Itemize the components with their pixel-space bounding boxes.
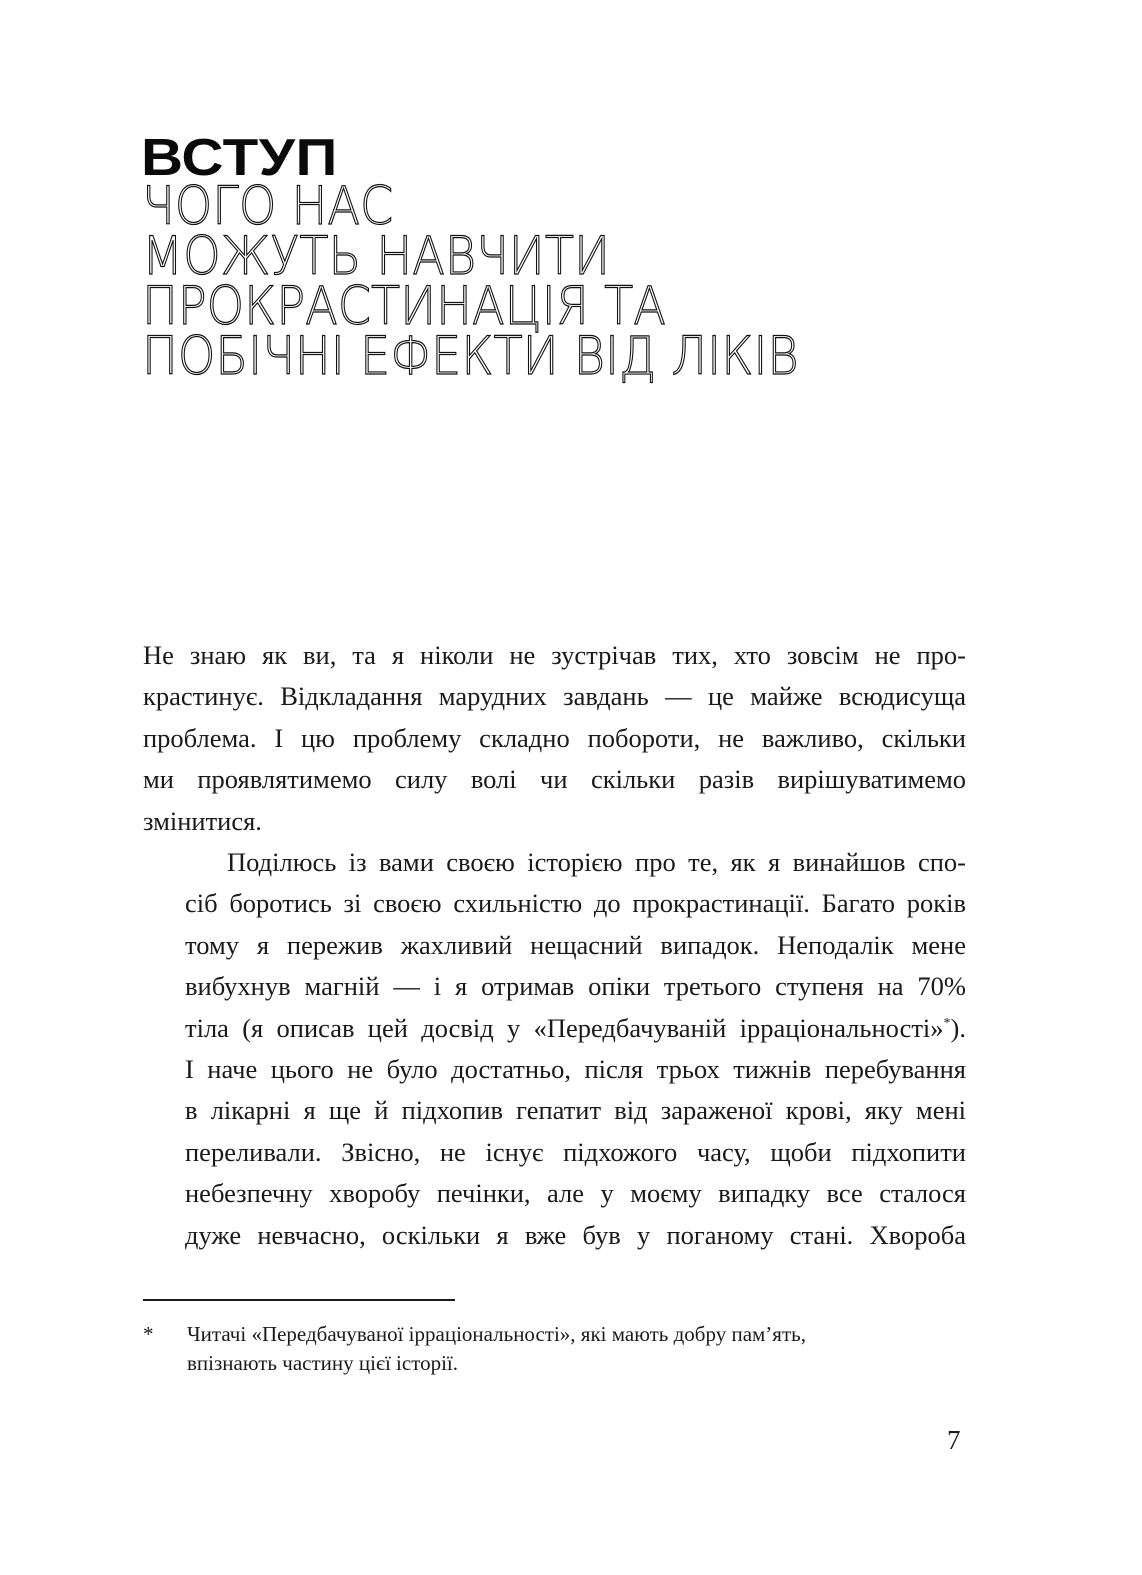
text-line: вибухнув магній — і я отримав опіки третього ступеня на 70% — [185, 971, 966, 1002]
paragraph-2 — [143, 842, 966, 1256]
text-line-with-footnote — [143, 1008, 966, 1049]
page-number: 7 — [947, 1425, 961, 1455]
footnote-divider — [143, 1299, 455, 1301]
text-line: змінитися. — [143, 805, 262, 836]
text-line: в лікарні я ще й підхопив гепатит від зараженої крові, яку мені — [185, 1095, 966, 1126]
text-line-tail: ). — [950, 1012, 966, 1043]
text-line: Поділюсь із вами своєю історією про те, як я винайшов спо- — [227, 847, 966, 878]
paragraph-1 — [143, 635, 966, 842]
text-line: сіб боротись зі своєю схильністю до прокрастинації. Багато років — [185, 888, 966, 919]
footnote-text — [187, 1320, 966, 1378]
chapter-title-line: ПРОКРАСТИНАЦІЯ ТА — [142, 276, 666, 337]
chapter-title-line: МОЖУТЬ НАВЧИТИ — [142, 226, 610, 287]
chapter-title-line: ПОБІЧНІ ЕФЕКТИ ВІД ЛІКІВ — [142, 326, 799, 387]
chapter-label: ВСТУП — [141, 129, 338, 187]
text-line: тіла (я описав цей досвід у «Передбачуваній ірраціональності» — [185, 1012, 944, 1043]
body-text — [143, 635, 966, 1256]
text-line: Не знаю як ви, та я ніколи не зустрічав тих, хто зовсім не про- — [143, 640, 966, 670]
text-line: ми проявлятимемо силу волі чи скільки разів вирішуватимемо — [143, 764, 966, 795]
text-line: небезпечну хворобу печінки, але у моєму випадку все сталося — [185, 1178, 966, 1209]
text-line: переливали. Звісно, не існує підхожого часу, щоби підхопити — [185, 1136, 966, 1167]
footnote-line: впізнають частину цієї історії. — [187, 1351, 459, 1375]
text-line: дуже невчасно, оскільки я вже був у поганому стані. Хвороба — [185, 1219, 966, 1250]
chapter-title-line: ЧОГО НАС — [142, 176, 394, 237]
footnote-line: Читачі «Передбачуваної ірраціональності», які мають добру пам’ять, — [187, 1322, 806, 1346]
text-line: I наче цього не було достатньо, після трьох тижнів перебування — [185, 1054, 966, 1085]
footnote-reference[interactable]: * — [943, 1015, 951, 1031]
text-line: проблема. І цю проблему складно побороти, не важливо, скільки — [143, 722, 966, 753]
text-line: тому я пережив жахливий нещасний випадок. Неподалік мене — [185, 929, 966, 960]
text-line: крастинує. Відкладання марудних завдань — це майже всюдисуща — [143, 681, 966, 712]
chapter-title — [142, 176, 799, 387]
footnote-marker: * — [143, 1322, 154, 1346]
